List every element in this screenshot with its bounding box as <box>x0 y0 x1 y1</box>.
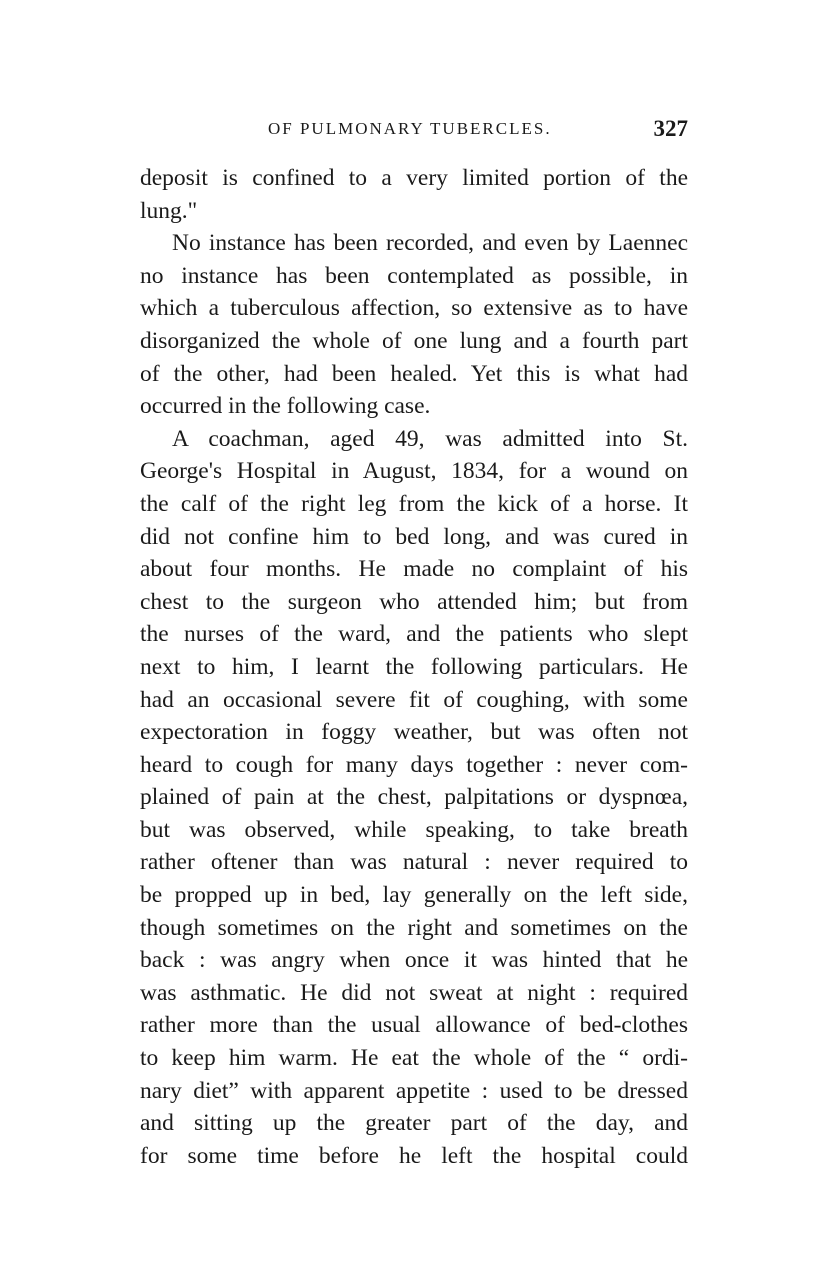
text-line: for some time before he left the hospital could <box>140 1142 688 1169</box>
text-line: plained of pain at the chest, palpitations or dyspnœa, <box>140 784 688 811</box>
text-line: did not confine him to bed long, and was cured in <box>140 523 688 550</box>
text-line: the nurses of the ward, and the patients who slept <box>140 621 688 648</box>
text-line: but was observed, while speaking, to take breath <box>140 816 688 843</box>
running-title: OF PULMONARY TUBERCLES. <box>268 119 552 138</box>
text-line: though sometimes on the right and sometimes on the <box>140 914 688 941</box>
text-line: chest to the surgeon who attended him; but from <box>140 588 688 615</box>
text-line: lung." <box>140 197 198 224</box>
text-line: the calf of the right leg from the kick of a horse. It <box>140 490 688 517</box>
text-line: occurred in the following case. <box>140 393 431 420</box>
text-line: be propped up in bed, lay generally on the left side, <box>140 882 688 909</box>
text-line: expectoration in foggy weather, but was often not <box>140 719 688 746</box>
text-line: of the other, had been healed. Yet this is what had <box>140 360 688 387</box>
text-line: George's Hospital in August, 1834, for a wound on <box>140 458 688 485</box>
text-line: deposit is confined to a very limited portion of the <box>140 165 688 191</box>
text-line: about four months. He made no complaint of his <box>140 556 688 583</box>
text-line: back : was angry when once it was hinted that he <box>140 947 688 974</box>
text-line: heard to cough for many days together : never com- <box>140 751 688 778</box>
text-line: had an occasional severe fit of coughing, with some <box>140 686 688 713</box>
body-text <box>140 162 688 1172</box>
text-line: was asthmatic. He did not sweat at night : required <box>140 979 688 1006</box>
text-line: no instance has been contemplated as possible, in <box>140 262 688 289</box>
text-line: disorganized the whole of one lung and a fourth part <box>140 327 688 354</box>
text-line: nary diet” with apparent appetite : used to be dressed <box>140 1077 688 1104</box>
running-head <box>140 114 688 144</box>
text-line: which a tuberculous affection, so extensive as to have <box>140 295 688 322</box>
text-line: and sitting up the greater part of the day, and <box>140 1110 688 1137</box>
page-number: 327 <box>653 116 688 141</box>
text-line: to keep him warm. He eat the whole of the “ ordi- <box>140 1045 688 1072</box>
text-line: No instance has been recorded, and even by Laennec <box>172 230 688 257</box>
text-line: A coachman, aged 49, was admitted into St. <box>172 425 688 452</box>
text-line: rather more than the usual allowance of bed-clothes <box>140 1012 688 1039</box>
text-line: rather oftener than was natural : never required to <box>140 849 688 876</box>
text-line: next to him, I learnt the following particulars. He <box>140 653 688 680</box>
